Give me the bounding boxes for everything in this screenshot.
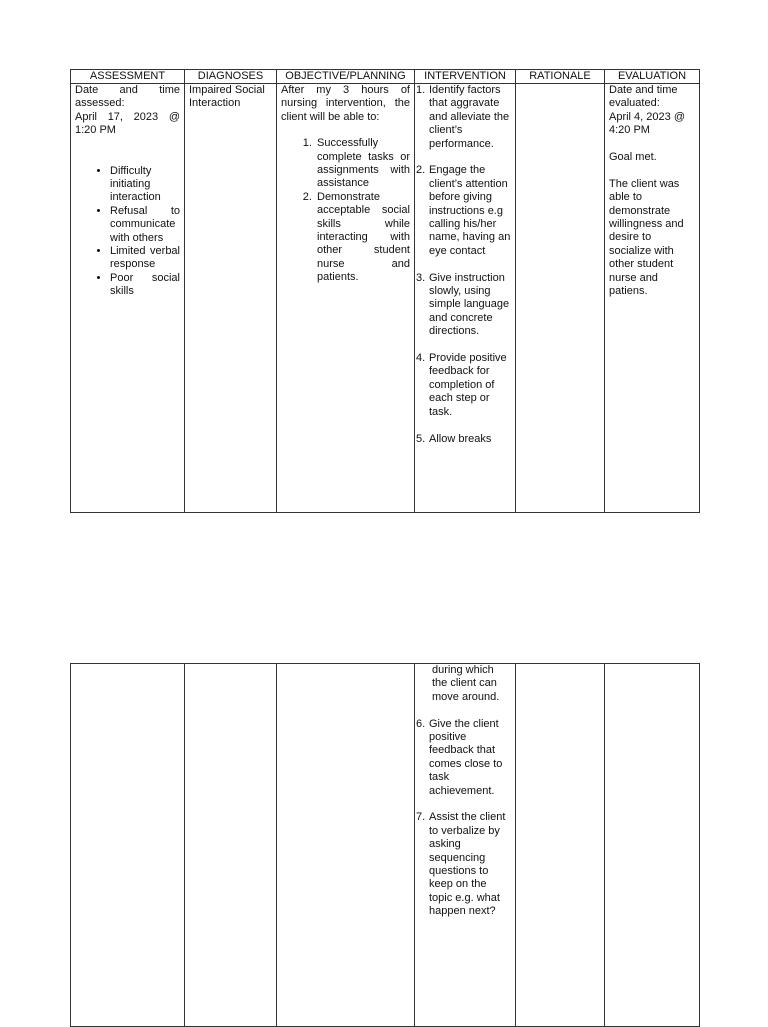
evaluation-date: April 4, 2023 @ 4:20 PM	[609, 110, 685, 137]
assessment-cues	[75, 165, 180, 299]
intervention-text: Allow breaks	[429, 432, 492, 445]
intervention-number: 3.	[416, 271, 426, 284]
intervention-item	[416, 811, 511, 918]
objective-item: 2. Demonstrate acceptable social skills while interacting with other student nurse and patients.	[315, 191, 410, 285]
diagnoses-cell	[185, 84, 277, 513]
intervention-item	[416, 164, 511, 258]
intervention-number: 1.	[416, 84, 426, 96]
diagnosis-text: Impaired Social Interaction	[189, 84, 265, 110]
objective-intro: After my 3 hours of nursing intervention, the client will be able to:	[281, 84, 410, 123]
assessment-intro: Date and time assessed:	[75, 84, 180, 110]
header-diagnoses: DIAGNOSES	[185, 70, 277, 84]
evaluation-cell	[605, 664, 700, 1027]
intervention-cell	[415, 84, 516, 513]
objective-list	[281, 137, 410, 284]
intervention-text: Give the client positive feedback that comes close to task achievement.	[429, 717, 503, 797]
objective-cell	[277, 664, 415, 1027]
assessment-cue: • Refusal to communicate with others	[110, 205, 180, 245]
evaluation-intro: Date and time evaluated:	[609, 84, 678, 110]
content-row	[71, 664, 700, 1027]
objective-item: 1. Successfully complete tasks or assignments with assistance	[315, 137, 410, 191]
intervention-number: 7.	[416, 811, 426, 824]
header-objective: OBJECTIVE/PLANNING	[277, 70, 415, 84]
care-plan-table-page-2	[70, 663, 700, 1027]
header-rationale: RATIONALE	[516, 70, 605, 84]
assessment-cell	[71, 84, 185, 513]
header-assessment: ASSESSMENT	[71, 70, 185, 84]
diagnoses-cell	[185, 664, 277, 1027]
intervention-item	[416, 717, 511, 798]
rationale-cell	[516, 84, 605, 513]
rationale-cell	[516, 664, 605, 1027]
care-plan-table-page-1	[70, 69, 700, 513]
intervention-item	[416, 352, 511, 419]
intervention-number: 6.	[416, 717, 426, 730]
intervention-number: 4.	[416, 352, 426, 365]
assessment-cue: • Poor social skills	[110, 272, 180, 299]
intervention-continuation: during which the client can move around.	[432, 664, 500, 703]
intervention-text: Identify factors that aggravate and alleviate the client’s performance.	[429, 84, 510, 150]
assessment-date: April 17, 2023 @ 1:20 PM	[75, 110, 180, 137]
intervention-cell	[415, 664, 516, 1027]
evaluation-summary: The client was able to demonstrate willingness and desire to socialize with other student nurse and patiens.	[609, 177, 684, 298]
intervention-item	[416, 84, 511, 151]
intervention-text: Assist the client to verbalize by asking sequencing questions to keep on the topic e.g. what happen next?	[429, 811, 506, 918]
content-row	[71, 84, 700, 513]
assessment-cue: • Limited verbal response	[110, 245, 180, 272]
intervention-text: Provide positive feedback for completion of each step or task.	[429, 352, 507, 418]
header-intervention: INTERVENTION	[415, 70, 516, 84]
evaluation-cell	[605, 84, 700, 513]
intervention-number: 2.	[416, 164, 426, 177]
header-row	[71, 70, 700, 84]
assessment-cell	[71, 664, 185, 1027]
objective-cell	[277, 84, 415, 513]
evaluation-status: Goal met.	[609, 151, 657, 164]
intervention-text: Engage the client’s attention before giving instructions e.g calling his/her name, having an eye contact	[429, 164, 511, 257]
intervention-number: 5.	[416, 432, 426, 445]
intervention-text: Give instruction slowly, using simple language and concrete directions.	[429, 271, 510, 338]
intervention-item	[416, 271, 511, 339]
header-evaluation: EVALUATION	[605, 70, 700, 84]
intervention-item	[416, 432, 511, 446]
assessment-cue: • Difficulty initiating interaction	[110, 165, 180, 205]
